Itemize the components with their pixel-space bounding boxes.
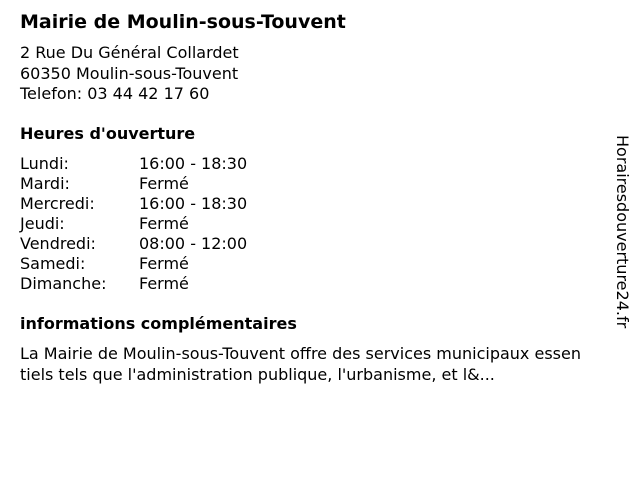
day-label: Jeudi: — [20, 214, 65, 233]
time-value: Fermé — [139, 274, 189, 293]
info-text-line: tiels tels que l'administration publique, l'urbanisme, et l&... — [20, 365, 495, 384]
day-label: Mercredi: — [20, 194, 95, 213]
time-value: 16:00 - 18:30 — [139, 154, 248, 173]
additional-info-heading: informations complémentaires — [20, 314, 297, 333]
site-watermark: Horairesdouverture24.fr — [613, 135, 632, 329]
phone-number: Telefon: 03 44 42 17 60 — [20, 84, 210, 103]
hours-row-tuesday — [20, 174, 247, 194]
hours-row-thursday — [20, 214, 247, 234]
hours-row-friday — [20, 234, 247, 254]
time-value: Fermé — [139, 174, 189, 193]
day-label: Samedi: — [20, 254, 86, 273]
time-value: 16:00 - 18:30 — [139, 194, 248, 213]
day-label: Mardi: — [20, 174, 70, 193]
hours-row-sunday — [20, 274, 247, 294]
opening-hours-table — [20, 154, 247, 294]
opening-hours-heading: Heures d'ouverture — [20, 124, 196, 143]
day-label: Lundi: — [20, 154, 69, 173]
address-block — [20, 43, 239, 105]
day-label: Vendredi: — [20, 234, 96, 253]
hours-row-saturday — [20, 254, 247, 274]
time-value: Fermé — [139, 254, 189, 273]
info-text-line: La Mairie de Moulin-sous-Touvent offre des services municipaux essen — [20, 344, 581, 363]
postal-city: 60350 Moulin-sous-Touvent — [20, 63, 239, 83]
hours-row-wednesday — [20, 194, 247, 214]
street-address: 2 Rue Du Général Collardet — [20, 43, 239, 62]
page-title: Mairie de Moulin-sous-Touvent — [20, 11, 346, 33]
hours-row-monday — [20, 154, 247, 174]
day-label: Dimanche: — [20, 274, 107, 293]
time-value: 08:00 - 12:00 — [139, 234, 248, 253]
time-value: Fermé — [139, 214, 189, 233]
